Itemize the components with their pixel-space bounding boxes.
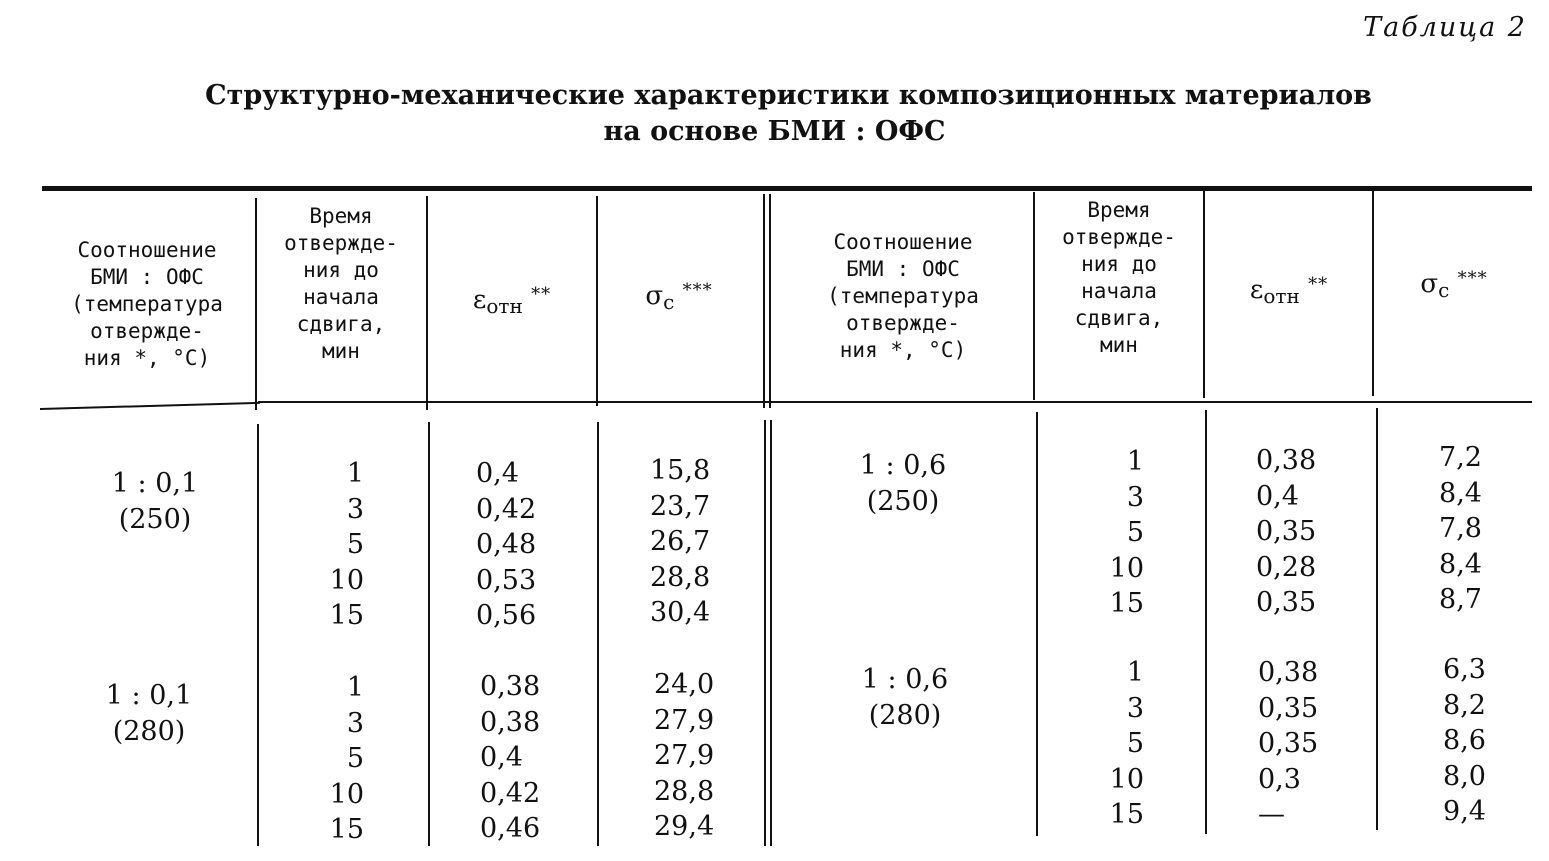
- header-time-right: Время отвержде- ния до начала сдвига, мин: [1062, 198, 1176, 357]
- table-caption: Таблица 2: [1363, 12, 1527, 43]
- ratio-cell: 1 : 0,6 (250): [859, 450, 947, 517]
- double-divider: [770, 420, 772, 846]
- header-eps-right: $\varepsilon_{отн}$ **: [1249, 273, 1329, 308]
- column-divider: [255, 198, 257, 410]
- time-column: 1 3 5 10 15: [1109, 657, 1144, 830]
- column-divider: [426, 196, 428, 410]
- header-sigma-left: $\sigma_с$ ***: [645, 279, 713, 314]
- sigma-column: 24,0 27,9 27,9 28,8 29,4: [654, 669, 715, 842]
- eps-column: 0,38 0,38 0,4 0,42 0,46: [480, 671, 541, 844]
- header-eps-left: $\varepsilon_{отн}$ **: [472, 283, 552, 318]
- header-sigma-right: $\sigma_с$ ***: [1420, 267, 1488, 302]
- time-column: 1 3 5 10 15: [329, 672, 364, 845]
- ratio-cell: 1 : 0,6 (280): [861, 664, 949, 731]
- double-divider: [764, 420, 766, 846]
- table-title: Структурно-механические характеристики композиционных материалов: [205, 80, 1372, 111]
- eps-column: 0,4 0,42 0,48 0,53 0,56: [476, 458, 537, 631]
- column-divider: [428, 422, 430, 846]
- column-divider: [1033, 192, 1035, 400]
- eps-column: 0,38 0,35 0,35 0,3 —: [1258, 657, 1319, 830]
- eps-column: 0,38 0,4 0,35 0,28 0,35: [1256, 445, 1317, 618]
- time-column: 1 3 5 10 15: [1109, 446, 1144, 619]
- time-column: 1 3 5 10 15: [329, 458, 364, 631]
- ratio-cell: 1 : 0,1 (280): [105, 680, 193, 747]
- sigma-column: 7,2 8,4 7,8 8,4 8,7: [1439, 442, 1482, 615]
- column-divider: [1036, 412, 1038, 836]
- header-ratio-right: Соотношение БМИ : ОФС (температура отвержде- ния *, °С): [827, 229, 979, 362]
- header-time-left: Время отвержде- ния до начала сдвига, мин: [284, 204, 398, 363]
- double-divider: [769, 194, 771, 408]
- table-subtitle: на основе БМИ : ОФС: [603, 116, 946, 147]
- ratio-cell: 1 : 0,1 (250): [111, 468, 199, 535]
- sigma-column: 6,3 8,2 8,6 8,0 9,4: [1443, 654, 1486, 827]
- column-divider: [257, 424, 259, 846]
- sigma-column: 15,8 23,7 26,7 28,8 30,4: [650, 455, 711, 628]
- double-divider: [763, 194, 765, 408]
- column-divider: [597, 422, 599, 846]
- header-ratio-left: Соотношение БМИ : ОФС (температура отвержде- ния *, °С): [71, 237, 223, 370]
- column-divider: [1205, 410, 1207, 834]
- column-divider: [1203, 190, 1205, 398]
- column-divider: [1376, 408, 1378, 830]
- column-divider: [1372, 188, 1374, 396]
